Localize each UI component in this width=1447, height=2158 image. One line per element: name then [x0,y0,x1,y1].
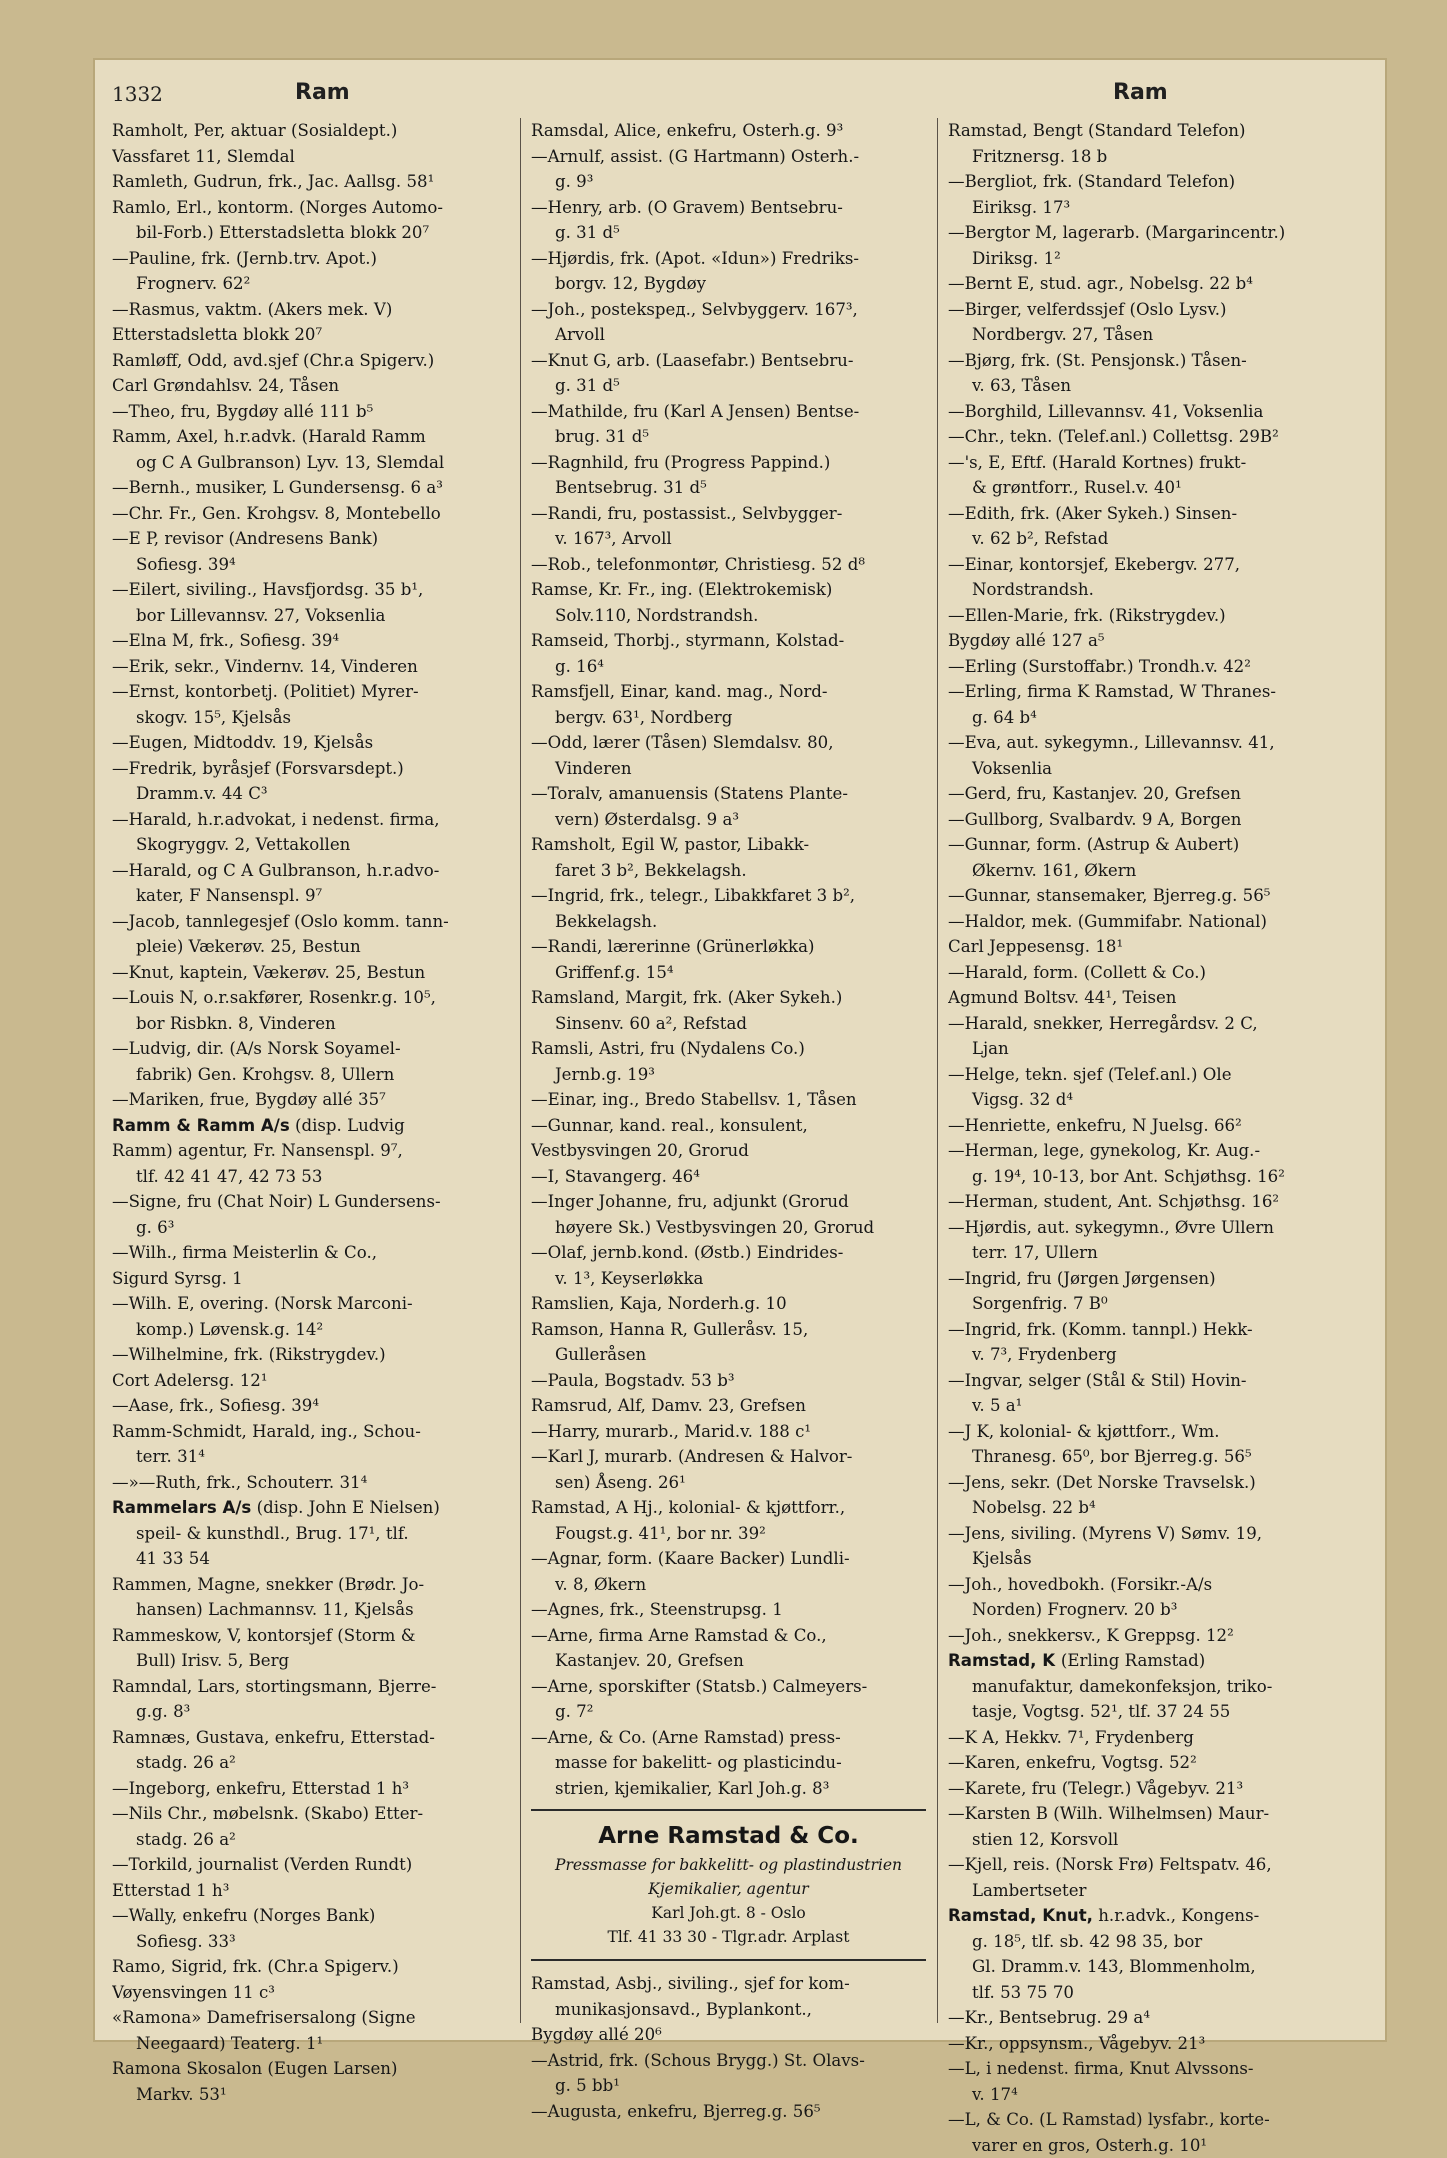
directory-line: Arvoll [531,322,926,348]
directory-line: —Agnes, frk., Steenstrupsg. 1 [531,1597,926,1623]
directory-line: Lambertseter [948,1878,1343,1904]
directory-line: —Arnulf, assist. (G Hartmann) Osterh.- [531,144,926,170]
directory-line: Fritznersg. 18 b [948,144,1343,170]
directory-line: —Helge, tekn. sjef (Telef.anl.) Ole [948,1062,1343,1088]
directory-line: —Odd, lærer (Tåsen) Slemdalsv. 80, [531,730,926,756]
directory-line: —Karen, enkefru, Vogtsg. 52² [948,1750,1343,1776]
directory-line: Nordstrandsh. [948,577,1343,603]
ad-line: Karl Joh.gt. 8 - Oslo [531,1901,926,1925]
directory-line: Jernb.g. 19³ [531,1062,926,1088]
directory-line: speil- & kunsthdl., Brug. 17¹, tlf. [112,1521,507,1547]
directory-line: fabrik) Gen. Krohgsv. 8, Ullern [112,1062,507,1088]
directory-line: Etterstad 1 h³ [112,1878,507,1904]
directory-line: —Chr., tekn. (Telef.anl.) Collettsg. 29B² [948,424,1343,450]
directory-line: g. 7² [531,1699,926,1725]
directory-line: Ramsfjell, Einar, kand. mag., Nord- [531,679,926,705]
directory-line: Ramm & Ramm A/s (disp. Ludvig [112,1113,507,1139]
directory-line: Ramson, Hanna R, Gulleråsv. 15, [531,1317,926,1343]
directory-line: —Henry, arb. (O Gravem) Bentsebru- [531,195,926,221]
directory-line: Ramsrud, Alf, Damv. 23, Grefsen [531,1393,926,1419]
directory-line: høyere Sk.) Vestbysvingen 20, Grorud [531,1215,926,1241]
column-divider [937,118,938,2023]
directory-line: g. 6³ [112,1215,507,1241]
directory-line: Ramm, Axel, h.r.advk. (Harald Ramm [112,424,507,450]
directory-line: —Ingrid, frk., telegr., Libakkfaret 3 b², [531,883,926,909]
directory-line: Bygdøy allé 127 a⁵ [948,628,1343,654]
directory-line: Ramstad, Asbj., siviling., sjef for kom- [531,1971,926,1997]
directory-line: —Henriette, enkefru, N Juelsg. 66² [948,1113,1343,1139]
directory-line: —Fredrik, byråsjef (Forsvarsdept.) [112,756,507,782]
directory-line: bor Risbkn. 8, Vinderen [112,1011,507,1037]
directory-line: —Randi, fru, postassist., Selvbygger- [531,501,926,527]
directory-line: Ramløff, Odd, avd.sjef (Chr.a Spigerv.) [112,348,507,374]
directory-line: Ramsland, Margit, frk. (Aker Sykeh.) [531,985,926,1011]
directory-line: —Erling (Surstoffabr.) Trondh.v. 42² [948,654,1343,680]
directory-page [95,60,1385,2040]
directory-line: —Bjørg, frk. (St. Pensjonsk.) Tåsen- [948,348,1343,374]
directory-line: —Gerd, fru, Kastanjev. 20, Grefsen [948,781,1343,807]
directory-line: —Ellen-Marie, frk. (Rikstrygdev.) [948,603,1343,629]
directory-line: munikasjonsavd., Byplankont., [531,1997,926,2023]
directory-line: g. 5 bb¹ [531,2073,926,2099]
directory-line: —Karl J, murarb. (Andresen & Halvor- [531,1444,926,1470]
column-2-entries [531,118,926,1801]
directory-line: terr. 31⁴ [112,1444,507,1470]
directory-line: —Wilh. E, overing. (Norsk Marconi- [112,1291,507,1317]
directory-line: —Bergtor M, lagerarb. (Margarincentr.) [948,220,1343,246]
directory-line: g. 31 d⁵ [531,220,926,246]
directory-line: v. 17⁴ [948,2082,1343,2108]
directory-line: v. 1³, Keyserløkka [531,1266,926,1292]
directory-line: —Wally, enkefru (Norges Bank) [112,1903,507,1929]
directory-line: —»—Ruth, frk., Schouterr. 31⁴ [112,1470,507,1496]
directory-line: «Ramona» Damefrisersalong (Signe [112,2005,507,2031]
directory-line: —Mathilde, fru (Karl A Jensen) Bentse- [531,399,926,425]
directory-line: —Ragnhild, fru (Progress Pappind.) [531,450,926,476]
directory-line: —Gunnar, form. (Astrup & Aubert) [948,832,1343,858]
directory-line: —Inger Johanne, fru, adjunkt (Grorud [531,1189,926,1215]
directory-column-3 [948,118,1343,2158]
directory-line: g. 31 d⁵ [531,373,926,399]
directory-line: bor Lillevannsv. 27, Voksenlia [112,603,507,629]
directory-line: —Augusta, enkefru, Bjerreg.g. 56⁵ [531,2099,926,2125]
running-head-right: Ram [1113,80,1168,105]
directory-line: Carl Grøndahlsv. 24, Tåsen [112,373,507,399]
directory-column-1 [112,118,507,2107]
directory-line: —Karsten B (Wilh. Wilhelmsen) Maur- [948,1801,1343,1827]
directory-line: —Ernst, kontorbetj. (Politiet) Myrer- [112,679,507,705]
directory-line: Ramstad, Bengt (Standard Telefon) [948,118,1343,144]
directory-line: Frognerv. 62² [112,271,507,297]
directory-line: —Jacob, tannlegesjef (Oslo komm. tann- [112,909,507,935]
directory-line: terr. 17, Ullern [948,1240,1343,1266]
directory-line: brug. 31 d⁵ [531,424,926,450]
directory-line: —Jens, siviling. (Myrens V) Sømv. 19, [948,1521,1343,1547]
directory-line: —Ingeborg, enkefru, Etterstad 1 h³ [112,1776,507,1802]
directory-line: —Herman, student, Ant. Schjøthsg. 16² [948,1189,1343,1215]
directory-line: —Karete, fru (Telegr.) Vågebyv. 21³ [948,1776,1343,1802]
directory-line: Ljan [948,1036,1343,1062]
directory-line: Solv.110, Nordstrandsh. [531,603,926,629]
directory-line: v. 63, Tåsen [948,373,1343,399]
directory-line: Ramstad, A Hj., kolonial- & kjøttforr., [531,1495,926,1521]
ad-title: Arne Ramstad & Co. [531,1819,926,1853]
directory-line: —Agnar, form. (Kaare Backer) Lundli- [531,1546,926,1572]
directory-line: —Borghild, Lillevannsv. 41, Voksenlia [948,399,1343,425]
directory-line: Carl Jeppesensg. 18¹ [948,934,1343,960]
directory-line: sen) Åseng. 26¹ [531,1470,926,1496]
directory-line: Nordbergv. 27, Tåsen [948,322,1343,348]
directory-line: —Gunnar, stansemaker, Bjerreg.g. 56⁵ [948,883,1343,909]
directory-line: stien 12, Korsvoll [948,1827,1343,1853]
directory-line: Sinsenv. 60 a², Refstad [531,1011,926,1037]
directory-line: g. 64 b⁴ [948,705,1343,731]
directory-line: g. 19⁴, 10-13, bor Ant. Schjøthsg. 16² [948,1164,1343,1190]
directory-line: —Gunnar, kand. real., konsulent, [531,1113,926,1139]
directory-line: Bentsebrug. 31 d⁵ [531,475,926,501]
directory-line: —Signe, fru (Chat Noir) L Gundersens- [112,1189,507,1215]
directory-line: —Eva, aut. sykegymn., Lillevannsv. 41, [948,730,1343,756]
directory-line: —Bergliot, frk. (Standard Telefon) [948,169,1343,195]
directory-line: —Erling, firma K Ramstad, W Thranes- [948,679,1343,705]
directory-line: —Kjell, reis. (Norsk Frø) Feltspatv. 46, [948,1852,1343,1878]
directory-line: Sigurd Syrsg. 1 [112,1266,507,1292]
directory-line: Norden) Frognerv. 20 b³ [948,1597,1343,1623]
directory-line: v. 7³, Frydenberg [948,1342,1343,1368]
directory-line: —E P, revisor (Andresens Bank) [112,526,507,552]
directory-line: Ramm) agentur, Fr. Nansenspl. 9⁷, [112,1138,507,1164]
directory-line: tlf. 42 41 47, 42 73 53 [112,1164,507,1190]
directory-line: —Elna M, frk., Sofiesg. 39⁴ [112,628,507,654]
directory-line: pleie) Vækerøv. 25, Bestun [112,934,507,960]
directory-line: —Joh., postekspeд., Selvbyggerv. 167³, [531,297,926,323]
directory-line: Bekkelagsh. [531,909,926,935]
directory-line: Vassfaret 11, Slemdal [112,144,507,170]
directory-line: —Theo, fru, Bygdøy allé 111 b⁵ [112,399,507,425]
directory-line: Bull) Irisv. 5, Berg [112,1648,507,1674]
directory-line: Eiriksg. 17³ [948,195,1343,221]
directory-line: g. 9³ [531,169,926,195]
directory-line: —Joh., snekkersv., K Greppsg. 12² [948,1623,1343,1649]
directory-line: Kjelsås [948,1546,1343,1572]
directory-line: g. 18⁵, tlf. sb. 42 98 35, bor [948,1929,1343,1955]
directory-line: g.g. 8³ [112,1699,507,1725]
directory-line: Ramndal, Lars, stortingsmann, Bjerre- [112,1674,507,1700]
directory-line: —Haldor, mek. (Gummifabr. National) [948,909,1343,935]
directory-line: Sofiesg. 33³ [112,1929,507,1955]
directory-line: —Astrid, frk. (Schous Brygg.) St. Olavs- [531,2048,926,2074]
directory-line: —Eilert, siviling., Havsfjordsg. 35 b¹, [112,577,507,603]
directory-line: —Aase, frk., Sofiesg. 39⁴ [112,1393,507,1419]
directory-line: Neegaard) Teaterg. 1¹ [112,2031,507,2057]
directory-line: —Kr., oppsynsm., Vågebyv. 21³ [948,2031,1343,2057]
directory-line: —Olaf, jernb.kond. (Østb.) Eindrides- [531,1240,926,1266]
directory-line: 41 33 54 [112,1546,507,1572]
directory-line: Ramslien, Kaja, Norderh.g. 10 [531,1291,926,1317]
directory-line: skogv. 15⁵, Kjelsås [112,705,507,731]
directory-line: Rammen, Magne, snekker (Brødr. Jo- [112,1572,507,1598]
directory-line: tasje, Vogtsg. 52¹, tlf. 37 24 55 [948,1699,1343,1725]
directory-line: Vestbysvingen 20, Grorud [531,1138,926,1164]
directory-line: v. 62 b², Refstad [948,526,1343,552]
directory-line: v. 167³, Arvoll [531,526,926,552]
directory-line: Ramleth, Gudrun, frk., Jac. Aallsg. 58¹ [112,169,507,195]
directory-line: Ramsholt, Egil W, pastor, Libakk- [531,832,926,858]
directory-line: —Hjørdis, frk. (Apot. «Idun») Fredriks- [531,246,926,272]
directory-line: —Gullborg, Svalbardv. 9 A, Borgen [948,807,1343,833]
directory-line: —Harald, snekker, Herregårdsv. 2 C, [948,1011,1343,1037]
directory-line: Ramo, Sigrid, frk. (Chr.a Spigerv.) [112,1954,507,1980]
directory-line: —Rob., telefonmontør, Christiesg. 52 d⁸ [531,552,926,578]
directory-line: bil-Forb.) Etterstadsletta blokk 20⁷ [112,220,507,246]
directory-line: tlf. 53 75 70 [948,1980,1343,2006]
directory-line: —Harald, h.r.advokat, i nedenst. firma, [112,807,507,833]
directory-line: —Mariken, frue, Bygdøy allé 35⁷ [112,1087,507,1113]
directory-line: —Louis N, o.r.sakfører, Rosenkr.g. 10⁵, [112,985,507,1011]
directory-line: —Bernh., musiker, L Gundersensg. 6 a³ [112,475,507,501]
directory-line: Griffenf.g. 15⁴ [531,960,926,986]
directory-line: —Ingrid, frk. (Komm. tannpl.) Hekk- [948,1317,1343,1343]
directory-line: —Chr. Fr., Gen. Krohgsv. 8, Montebello [112,501,507,527]
directory-line: Voksenlia [948,756,1343,782]
directory-line: —L, i nedenst. firma, Knut Alvssons- [948,2056,1343,2082]
directory-line: —Arne, sporskifter (Statsb.) Calmeyers- [531,1674,926,1700]
directory-line: stadg. 26 a² [112,1750,507,1776]
directory-line: Markv. 53¹ [112,2082,507,2108]
directory-line: Dramm.v. 44 C³ [112,781,507,807]
directory-line: —Einar, kontorsjef, Ekebergv. 277, [948,552,1343,578]
directory-line: —Nils Chr., møbelsnk. (Skabo) Etter- [112,1801,507,1827]
directory-line: Økernv. 161, Økern [948,858,1343,884]
directory-line: —J K, kolonial- & kjøttforr., Wm. [948,1419,1343,1445]
directory-line: Ramona Skosalon (Eugen Larsen) [112,2056,507,2082]
directory-line: —Harald, og C A Gulbranson, h.r.advo- [112,858,507,884]
directory-line: —Wilhelmine, frk. (Rikstrygdev.) [112,1342,507,1368]
directory-line: —Wilh., firma Meisterlin & Co., [112,1240,507,1266]
directory-line: stadg. 26 a² [112,1827,507,1853]
directory-line: Diriksg. 1² [948,246,1343,272]
directory-line: Ramnæs, Gustava, enkefru, Etterstad- [112,1725,507,1751]
directory-line: kater, F Nansenspl. 9⁷ [112,883,507,909]
directory-line: —'s, E, Eftf. (Harald Kortnes) frukt- [948,450,1343,476]
directory-line: Ramstad, K (Erling Ramstad) [948,1648,1343,1674]
directory-line: —Arne, & Co. (Arne Ramstad) press- [531,1725,926,1751]
directory-line: Vigsg. 32 d⁴ [948,1087,1343,1113]
directory-line: —Jens, sekr. (Det Norske Travselsk.) [948,1470,1343,1496]
directory-line: masse for bakelitt- og plasticindu- [531,1750,926,1776]
directory-line: hansen) Lachmannsv. 11, Kjelsås [112,1597,507,1623]
directory-line: —Ingvar, selger (Stål & Stil) Hovin- [948,1368,1343,1394]
directory-line: —K A, Hekkv. 7¹, Frydenberg [948,1725,1343,1751]
ad-line: Pressmasse for bakkelitt- og plastindustrien [531,1853,926,1877]
directory-line: Fougst.g. 41¹, bor nr. 39² [531,1521,926,1547]
directory-line: —Joh., hovedbokh. (Forsikr.-A/s [948,1572,1343,1598]
directory-line: —Toralv, amanuensis (Statens Plante- [531,781,926,807]
directory-line: Gulleråsen [531,1342,926,1368]
directory-line: Ramseid, Thorbj., styrmann, Kolstad- [531,628,926,654]
advertisement-box [531,1809,926,1961]
directory-line: vern) Østerdalsg. 9 a³ [531,807,926,833]
directory-line: Ramse, Kr. Fr., ing. (Elektrokemisk) [531,577,926,603]
directory-line: g. 16⁴ [531,654,926,680]
directory-line: —Randi, lærerinne (Grünerløkka) [531,934,926,960]
directory-line: Thranesg. 65⁰, bor Bjerreg.g. 56⁵ [948,1444,1343,1470]
directory-line: —Knut, kaptein, Vækerøv. 25, Bestun [112,960,507,986]
directory-line: Etterstadsletta blokk 20⁷ [112,322,507,348]
directory-line: —Eugen, Midtoddv. 19, Kjelsås [112,730,507,756]
directory-line: Vinderen [531,756,926,782]
directory-line: Ramsdal, Alice, enkefru, Osterh.g. 9³ [531,118,926,144]
directory-line: —Knut G, arb. (Laasefabr.) Bentsebru- [531,348,926,374]
directory-line: Ramm-Schmidt, Harald, ing., Schou- [112,1419,507,1445]
directory-line: —Bernt E, stud. agr., Nobelsg. 22 b⁴ [948,271,1343,297]
directory-line: —Harry, murarb., Marid.v. 188 c¹ [531,1419,926,1445]
directory-line: —I, Stavangerg. 46⁴ [531,1164,926,1190]
directory-line: —Pauline, frk. (Jernb.trv. Apot.) [112,246,507,272]
directory-line: Ramlo, Erl., kontorm. (Norges Automo- [112,195,507,221]
directory-line: —Torkild, journalist (Verden Rundt) [112,1852,507,1878]
column-divider [520,118,521,2023]
directory-line: —Paula, Bogstadv. 53 b³ [531,1368,926,1394]
directory-line: v. 8, Økern [531,1572,926,1598]
directory-line: —Herman, lege, gynekolog, Kr. Aug.- [948,1138,1343,1164]
ad-line: Kjemikalier, agentur [531,1877,926,1901]
directory-line: Cort Adelersg. 12¹ [112,1368,507,1394]
directory-line: og C A Gulbranson) Lyv. 13, Slemdal [112,450,507,476]
directory-line: Sofiesg. 39⁴ [112,552,507,578]
directory-line: varer en gros, Osterh.g. 10¹ [948,2133,1343,2158]
directory-line: —Kr., Bentsebrug. 29 a⁴ [948,2005,1343,2031]
directory-line: —Rasmus, vaktm. (Akers mek. V) [112,297,507,323]
directory-line: —L, & Co. (L Ramstad) lysfabr., korte- [948,2107,1343,2133]
directory-line: Nobelsg. 22 b⁴ [948,1495,1343,1521]
directory-line: manufaktur, damekonfeksjon, triko- [948,1674,1343,1700]
directory-line: faret 3 b², Bekkelagsh. [531,858,926,884]
directory-line: Sorgenfrig. 7 B⁰ [948,1291,1343,1317]
directory-line: Agmund Boltsv. 44¹, Teisen [948,985,1343,1011]
directory-line: —Ingrid, fru (Jørgen Jørgensen) [948,1266,1343,1292]
directory-line: —Edith, frk. (Aker Sykeh.) Sinsen- [948,501,1343,527]
directory-line: —Erik, sekr., Vindernv. 14, Vinderen [112,654,507,680]
directory-line: v. 5 a¹ [948,1393,1343,1419]
page-number: 1332 [112,82,163,106]
directory-line: Rammelars A/s (disp. John E Nielsen) [112,1495,507,1521]
directory-line: Bygdøy allé 20⁶ [531,2022,926,2048]
directory-line: —Einar, ing., Bredo Stabellsv. 1, Tåsen [531,1087,926,1113]
directory-line: Kastanjev. 20, Grefsen [531,1648,926,1674]
directory-line: —Birger, velferdssjef (Oslo Lysv.) [948,297,1343,323]
directory-line: Ramstad, Knut, h.r.advk., Kongens- [948,1903,1343,1929]
directory-line: bergv. 63¹, Nordberg [531,705,926,731]
directory-line: —Arne, firma Arne Ramstad & Co., [531,1623,926,1649]
directory-line: komp.) Løvensk.g. 14² [112,1317,507,1343]
directory-line: Rammeskow, V, kontorsjef (Storm & [112,1623,507,1649]
ad-line: Tlf. 41 33 30 - Tlgr.adr. Arplast [531,1925,926,1949]
directory-line: strien, kjemikalier, Karl Joh.g. 8³ [531,1776,926,1802]
running-head-left: Ram [295,80,350,105]
directory-line: —Harald, form. (Collett & Co.) [948,960,1343,986]
directory-line: & grøntforr., Rusel.v. 40¹ [948,475,1343,501]
directory-line: —Hjørdis, aut. sykegymn., Øvre Ullern [948,1215,1343,1241]
directory-line: Ramholt, Per, aktuar (Sosialdept.) [112,118,507,144]
directory-line: Ramsli, Astri, fru (Nydalens Co.) [531,1036,926,1062]
directory-line: Skogryggv. 2, Vettakollen [112,832,507,858]
directory-line: borgv. 12, Bygdøy [531,271,926,297]
directory-column-2 [531,118,926,2124]
directory-line: Vøyensvingen 11 c³ [112,1980,507,2006]
directory-line: —Ludvig, dir. (A/s Norsk Soyamel- [112,1036,507,1062]
directory-line: Gl. Dramm.v. 143, Blommenholm, [948,1954,1343,1980]
